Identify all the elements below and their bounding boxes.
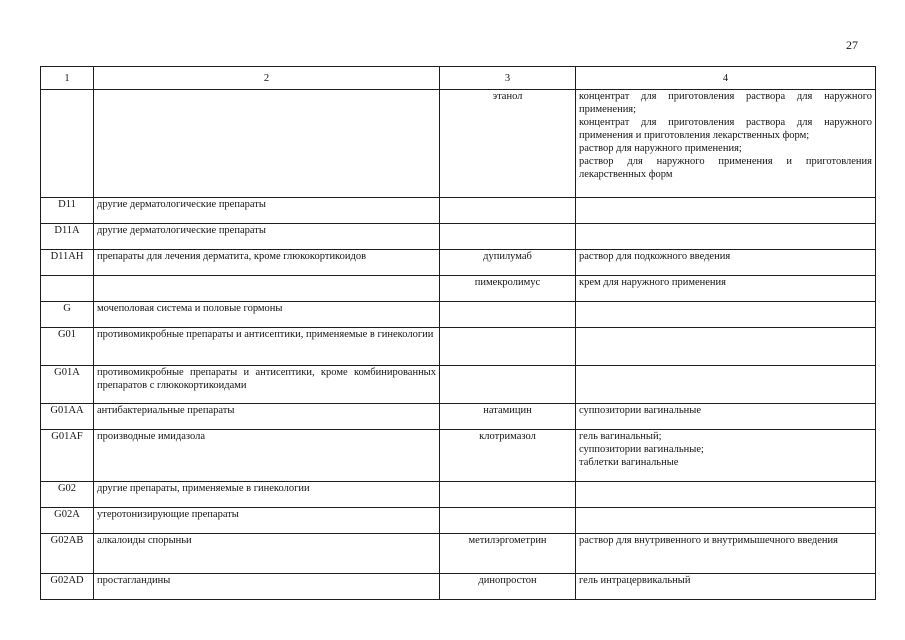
group-cell [94,90,440,198]
atc-code-cell: D11 [41,198,94,224]
dosage-forms-cell [576,482,876,508]
drug-name-cell [440,198,576,224]
group-cell: противомикробные препараты и антисептики, кроме комбинированных препаратов с глюкокортикоидами [94,366,440,404]
drug-name-cell: пимекролимус [440,276,576,302]
dosage-forms-cell: раствор для внутривенного и внутримышечного введения [576,534,876,574]
dosage-forms-cell: крем для наружного применения [576,276,876,302]
dosage-forms-cell [576,328,876,366]
dosage-forms-cell: гель вагинальный; суппозитории вагинальные; таблетки вагинальные [576,430,876,482]
atc-code-cell: G [41,302,94,328]
atc-code-cell: G02AB [41,534,94,574]
atc-code-cell: G01AA [41,404,94,430]
dosage-forms-cell [576,508,876,534]
drug-name-cell [440,508,576,534]
group-cell: другие дерматологические препараты [94,224,440,250]
column-header-4: 4 [576,67,876,90]
dosage-forms-cell: концентрат для приготовления раствора для наружного применения; концентрат для приготовления раствора для наружного применения и приготовления лекарственных форм; раствор для наружного применения; раствор для наружного применения и приготовления лекарственных форм [576,90,876,198]
drug-name-cell [440,302,576,328]
table-row [41,430,876,482]
table-row [41,90,876,198]
column-header-2: 2 [94,67,440,90]
atc-code-cell: G01A [41,366,94,404]
atc-code-cell [41,90,94,198]
dosage-forms-cell: гель интрацервикальный [576,574,876,600]
atc-code-cell: D11A [41,224,94,250]
atc-code-cell: G01 [41,328,94,366]
drug-name-cell [440,366,576,404]
drug-name-cell [440,328,576,366]
dosage-forms-cell [576,366,876,404]
atc-code-cell: G02 [41,482,94,508]
group-cell: производные имидазола [94,430,440,482]
table-row [41,276,876,302]
drug-name-cell: клотримазол [440,430,576,482]
dosage-forms-cell [576,198,876,224]
atc-code-cell: G02A [41,508,94,534]
group-cell [94,276,440,302]
group-cell: простагландины [94,574,440,600]
page-number: 27 [846,38,858,52]
dosage-forms-cell: раствор для подкожного введения [576,250,876,276]
drug-name-cell: натамицин [440,404,576,430]
table-row [41,328,876,366]
table-row [41,366,876,404]
table-row [41,404,876,430]
drug-name-cell: этанол [440,90,576,198]
atc-code-cell: G02AD [41,574,94,600]
drug-name-cell: метилэргометрин [440,534,576,574]
table-row [41,224,876,250]
column-header-1: 1 [41,67,94,90]
drug-name-cell: дупилумаб [440,250,576,276]
table-row [41,482,876,508]
group-cell: препараты для лечения дерматита, кроме глюкокортикоидов [94,250,440,276]
dosage-forms-cell: суппозитории вагинальные [576,404,876,430]
group-cell: мочеполовая система и половые гормоны [94,302,440,328]
table-row [41,574,876,600]
group-cell: другие препараты, применяемые в гинекологии [94,482,440,508]
group-cell: алкалоиды спорыньи [94,534,440,574]
column-header-3: 3 [440,67,576,90]
drug-name-cell [440,482,576,508]
drug-name-cell: динопростон [440,574,576,600]
table-row [41,508,876,534]
table-row [41,534,876,574]
group-cell: другие дерматологические препараты [94,198,440,224]
table-row [41,198,876,224]
atc-code-cell [41,276,94,302]
medicines-table [40,66,876,600]
dosage-forms-cell [576,224,876,250]
atc-code-cell: D11AH [41,250,94,276]
table-row [41,302,876,328]
atc-code-cell: G01AF [41,430,94,482]
group-cell: противомикробные препараты и антисептики, применяемые в гинекологии [94,328,440,366]
table-header-row [41,67,876,90]
group-cell: утеротонизирующие препараты [94,508,440,534]
group-cell: антибактериальные препараты [94,404,440,430]
drug-name-cell [440,224,576,250]
dosage-forms-cell [576,302,876,328]
table-row [41,250,876,276]
